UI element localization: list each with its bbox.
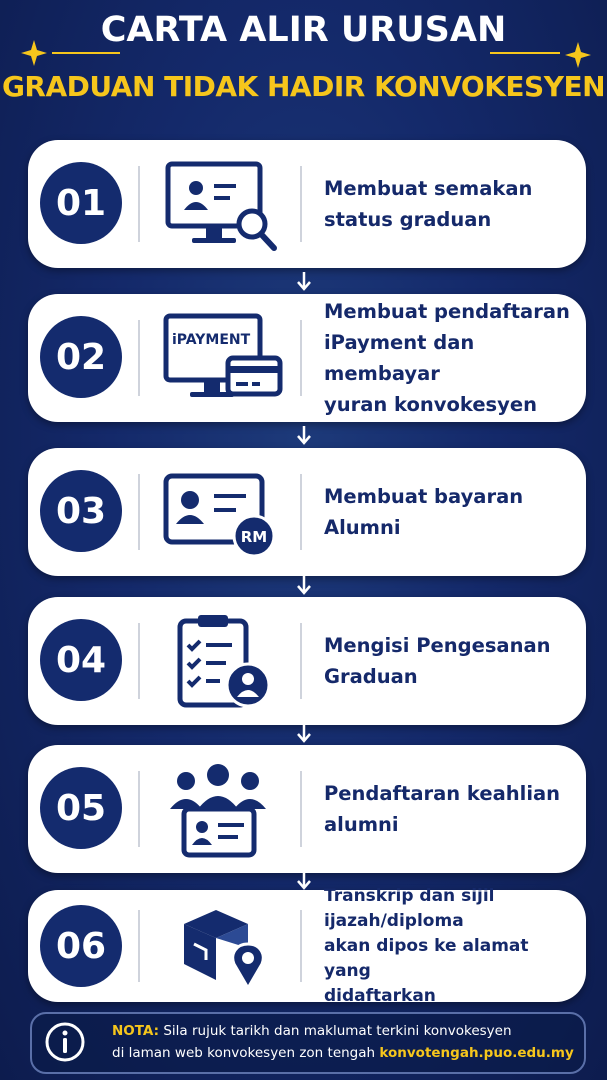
step-number-1: 01 — [40, 162, 122, 244]
id-card-rm-icon — [156, 462, 286, 562]
arrow-down-icon — [296, 574, 312, 596]
sparkle-right-icon — [565, 42, 591, 68]
nota-text-line-1: Sila rujuk tarikh dan maklumat terkini konvokesyen — [159, 1023, 512, 1039]
group-id-card-icon — [156, 759, 286, 859]
divider — [300, 320, 302, 396]
ipayment-text: iPAYMENT — [172, 332, 251, 348]
sparkle-left-icon — [21, 40, 47, 66]
divider — [138, 320, 140, 396]
monitor-search-icon — [156, 154, 286, 254]
step-number-2: 02 — [40, 316, 122, 398]
step-label-2: Membuat pendaftaran iPayment dan membayar yuran konvokesyen — [324, 300, 570, 416]
divider — [138, 623, 140, 699]
nota-link[interactable]: konvotengah.puo.edu.my — [379, 1045, 574, 1061]
nota-text — [112, 1020, 576, 1064]
step-card-3 — [28, 448, 586, 576]
step-label-5: Pendaftaran keahlian alumni — [324, 782, 561, 836]
step-number-6: 06 — [40, 905, 122, 987]
step-label-4: Mengisi Pengesanan Graduan — [324, 634, 551, 688]
divider — [300, 771, 302, 847]
step-card-5 — [28, 745, 586, 873]
title-decoration — [0, 30, 607, 80]
divider — [138, 771, 140, 847]
step-card-6 — [28, 885, 586, 1006]
divider — [300, 910, 302, 982]
step-card-2 — [28, 294, 586, 422]
divider — [300, 623, 302, 699]
divider — [138, 166, 140, 242]
arrow-down-icon — [296, 270, 312, 292]
nota-text-line-2: di laman web konvokesyen zon tengah — [112, 1045, 380, 1061]
step-number-4: 04 — [40, 619, 122, 701]
step-number-3: 03 — [40, 470, 122, 552]
step-label-3: Membuat bayaran Alumni — [324, 485, 524, 539]
step-card-1 — [28, 140, 586, 268]
step-number-5: 05 — [40, 767, 122, 849]
title-line-1: CARTA ALIR URUSAN — [100, 10, 507, 50]
parcel-location-icon — [156, 898, 286, 998]
arrow-down-icon — [296, 869, 312, 891]
monitor-payment-card-icon — [156, 308, 286, 408]
step-card-4 — [28, 597, 586, 725]
nota-label: NOTA: — [112, 1023, 160, 1039]
arrow-down-icon — [296, 424, 312, 446]
divider — [138, 474, 140, 550]
info-icon — [44, 1021, 86, 1063]
step-label-1: Membuat semakan status graduan — [324, 177, 533, 231]
divider — [300, 166, 302, 242]
nota-box — [30, 1012, 586, 1074]
step-label-6: Transkrip dan sijil ijazah/diploma akan dipos ke alamat yang didaftarkan — [324, 885, 529, 1006]
clipboard-checklist-user-icon — [156, 611, 286, 711]
title-line-2: GRADUAN TIDAK HADIR KONVOKESYEN — [1, 70, 606, 103]
arrow-down-icon — [296, 722, 312, 744]
rm-text: RM — [240, 528, 268, 546]
divider — [300, 474, 302, 550]
divider — [138, 910, 140, 982]
